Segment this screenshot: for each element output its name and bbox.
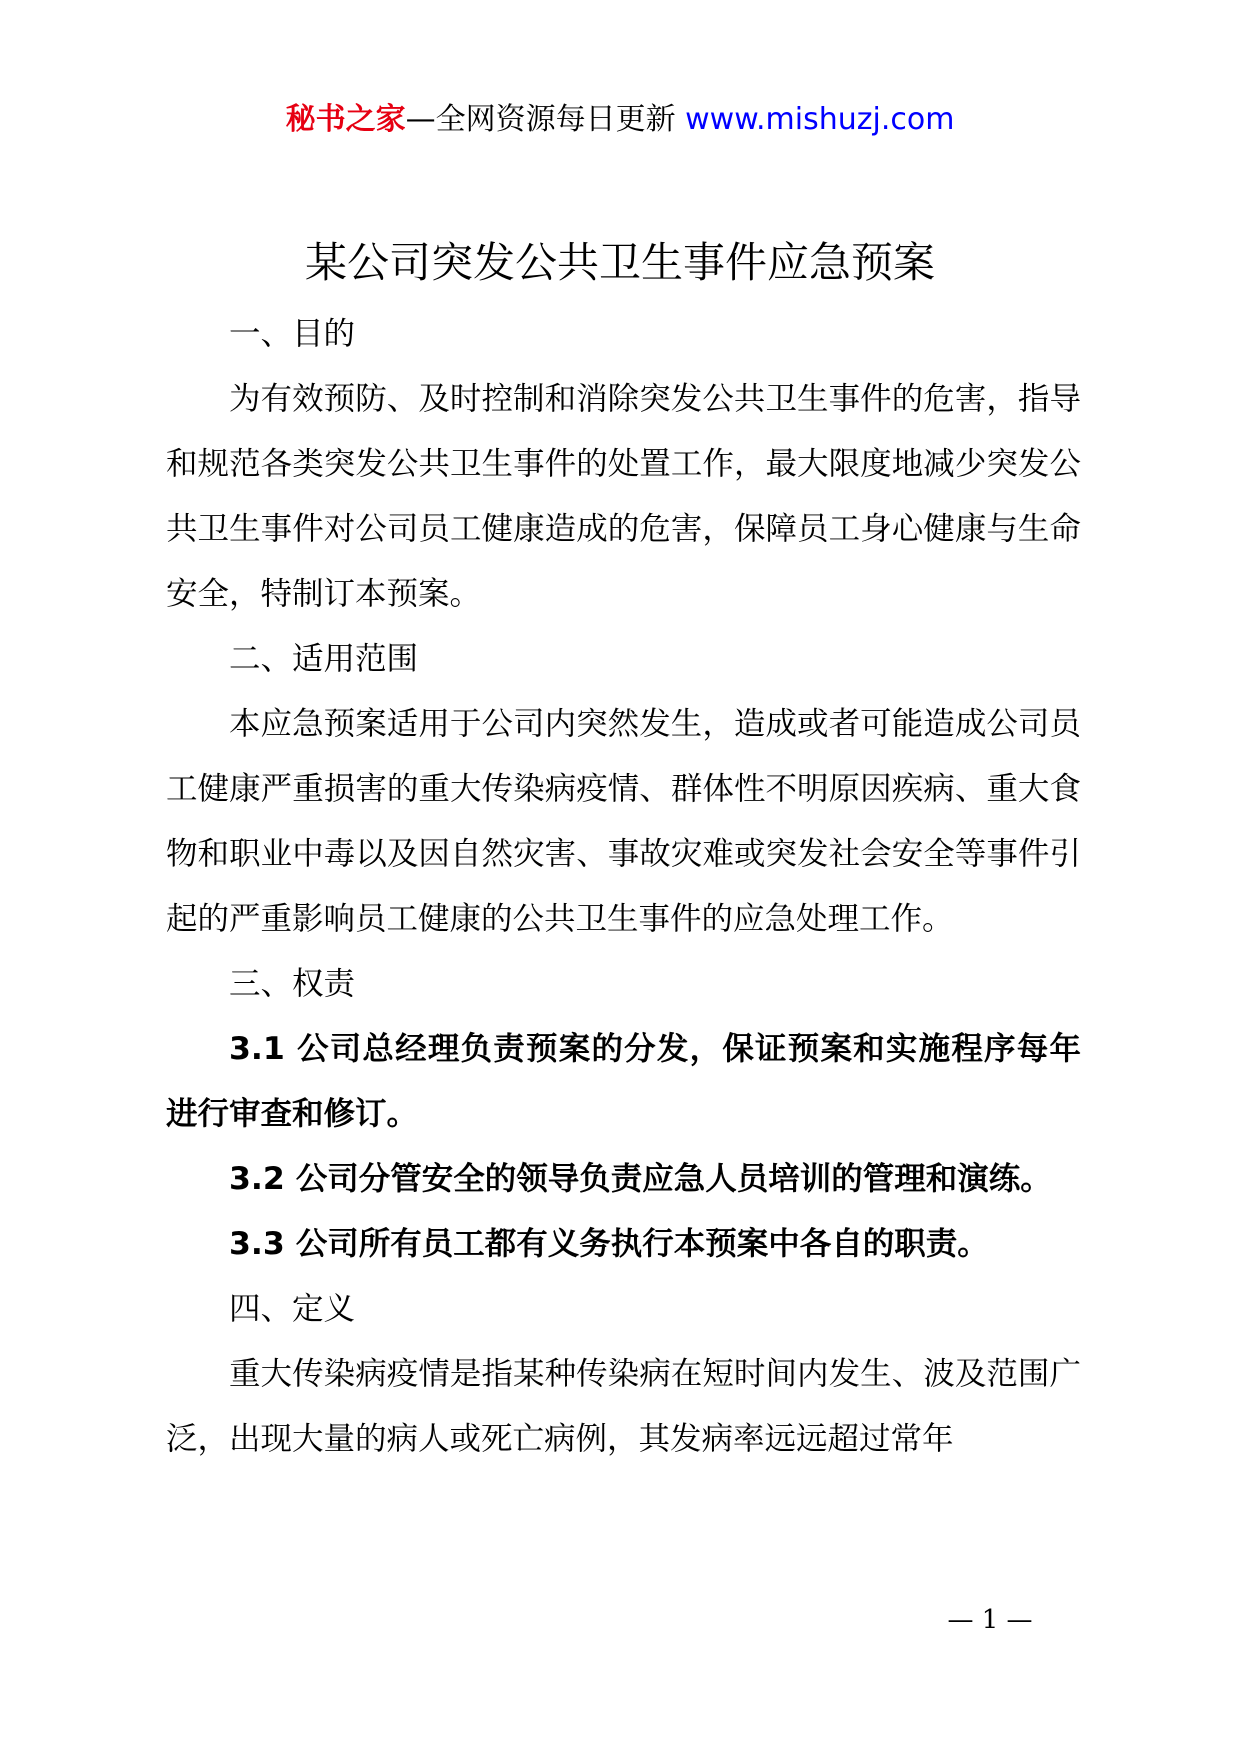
section-heading-responsibilities: 三、权责 (229, 966, 356, 1002)
section-heading-purpose: 一、目的 (229, 316, 356, 352)
site-tagline: —全网资源每日更新 (405, 102, 686, 137)
responsibility-item-3-3: 3.3 公司所有员工都有义务执行本预案中各自的职责。 (229, 1226, 989, 1262)
paragraph-scope: 本应急预案适用于公司内突然发生，造成或者可能造成公司员工健康严重损害的重大传染病疫情、群体性不明原因疾病、重大食物和职业中毒以及因自然灾害、事故灾难或突发社会安全等事件引起的严重影响员工健康的公共卫生事件的应急处理工作。 (166, 706, 1081, 937)
page-number: — 1 — (947, 1605, 1033, 1635)
paragraph-definitions: 重大传染病疫情是指某种传染病在短时间内发生、波及范围广泛，出现大量的病人或死亡病例，其发病率远远超过常年 (166, 1356, 1081, 1457)
site-brand: 秘书之家 (285, 102, 406, 137)
site-url-link[interactable]: www.mishuzj.com (685, 102, 955, 137)
responsibility-item-3-1: 3.1 公司总经理负责预案的分发，保证预案和实施程序每年进行审查和修订。 (166, 1031, 1081, 1132)
document-title: 某公司突发公共卫生事件应急预案 (304, 238, 935, 287)
section-heading-scope: 二、适用范围 (229, 641, 419, 677)
site-header (0, 100, 1240, 140)
section-heading-definitions: 四、定义 (229, 1291, 356, 1327)
paragraph-purpose: 为有效预防、及时控制和消除突发公共卫生事件的危害，指导和规范各类突发公共卫生事件的处置工作，最大限度地减少突发公共卫生事件对公司员工健康造成的危害，保障员工身心健康与生命安全，特制订本预案。 (166, 381, 1081, 612)
document-body (166, 302, 1081, 1472)
responsibility-item-3-2: 3.2 公司分管安全的领导负责应急人员培训的管理和演练。 (229, 1161, 1052, 1197)
